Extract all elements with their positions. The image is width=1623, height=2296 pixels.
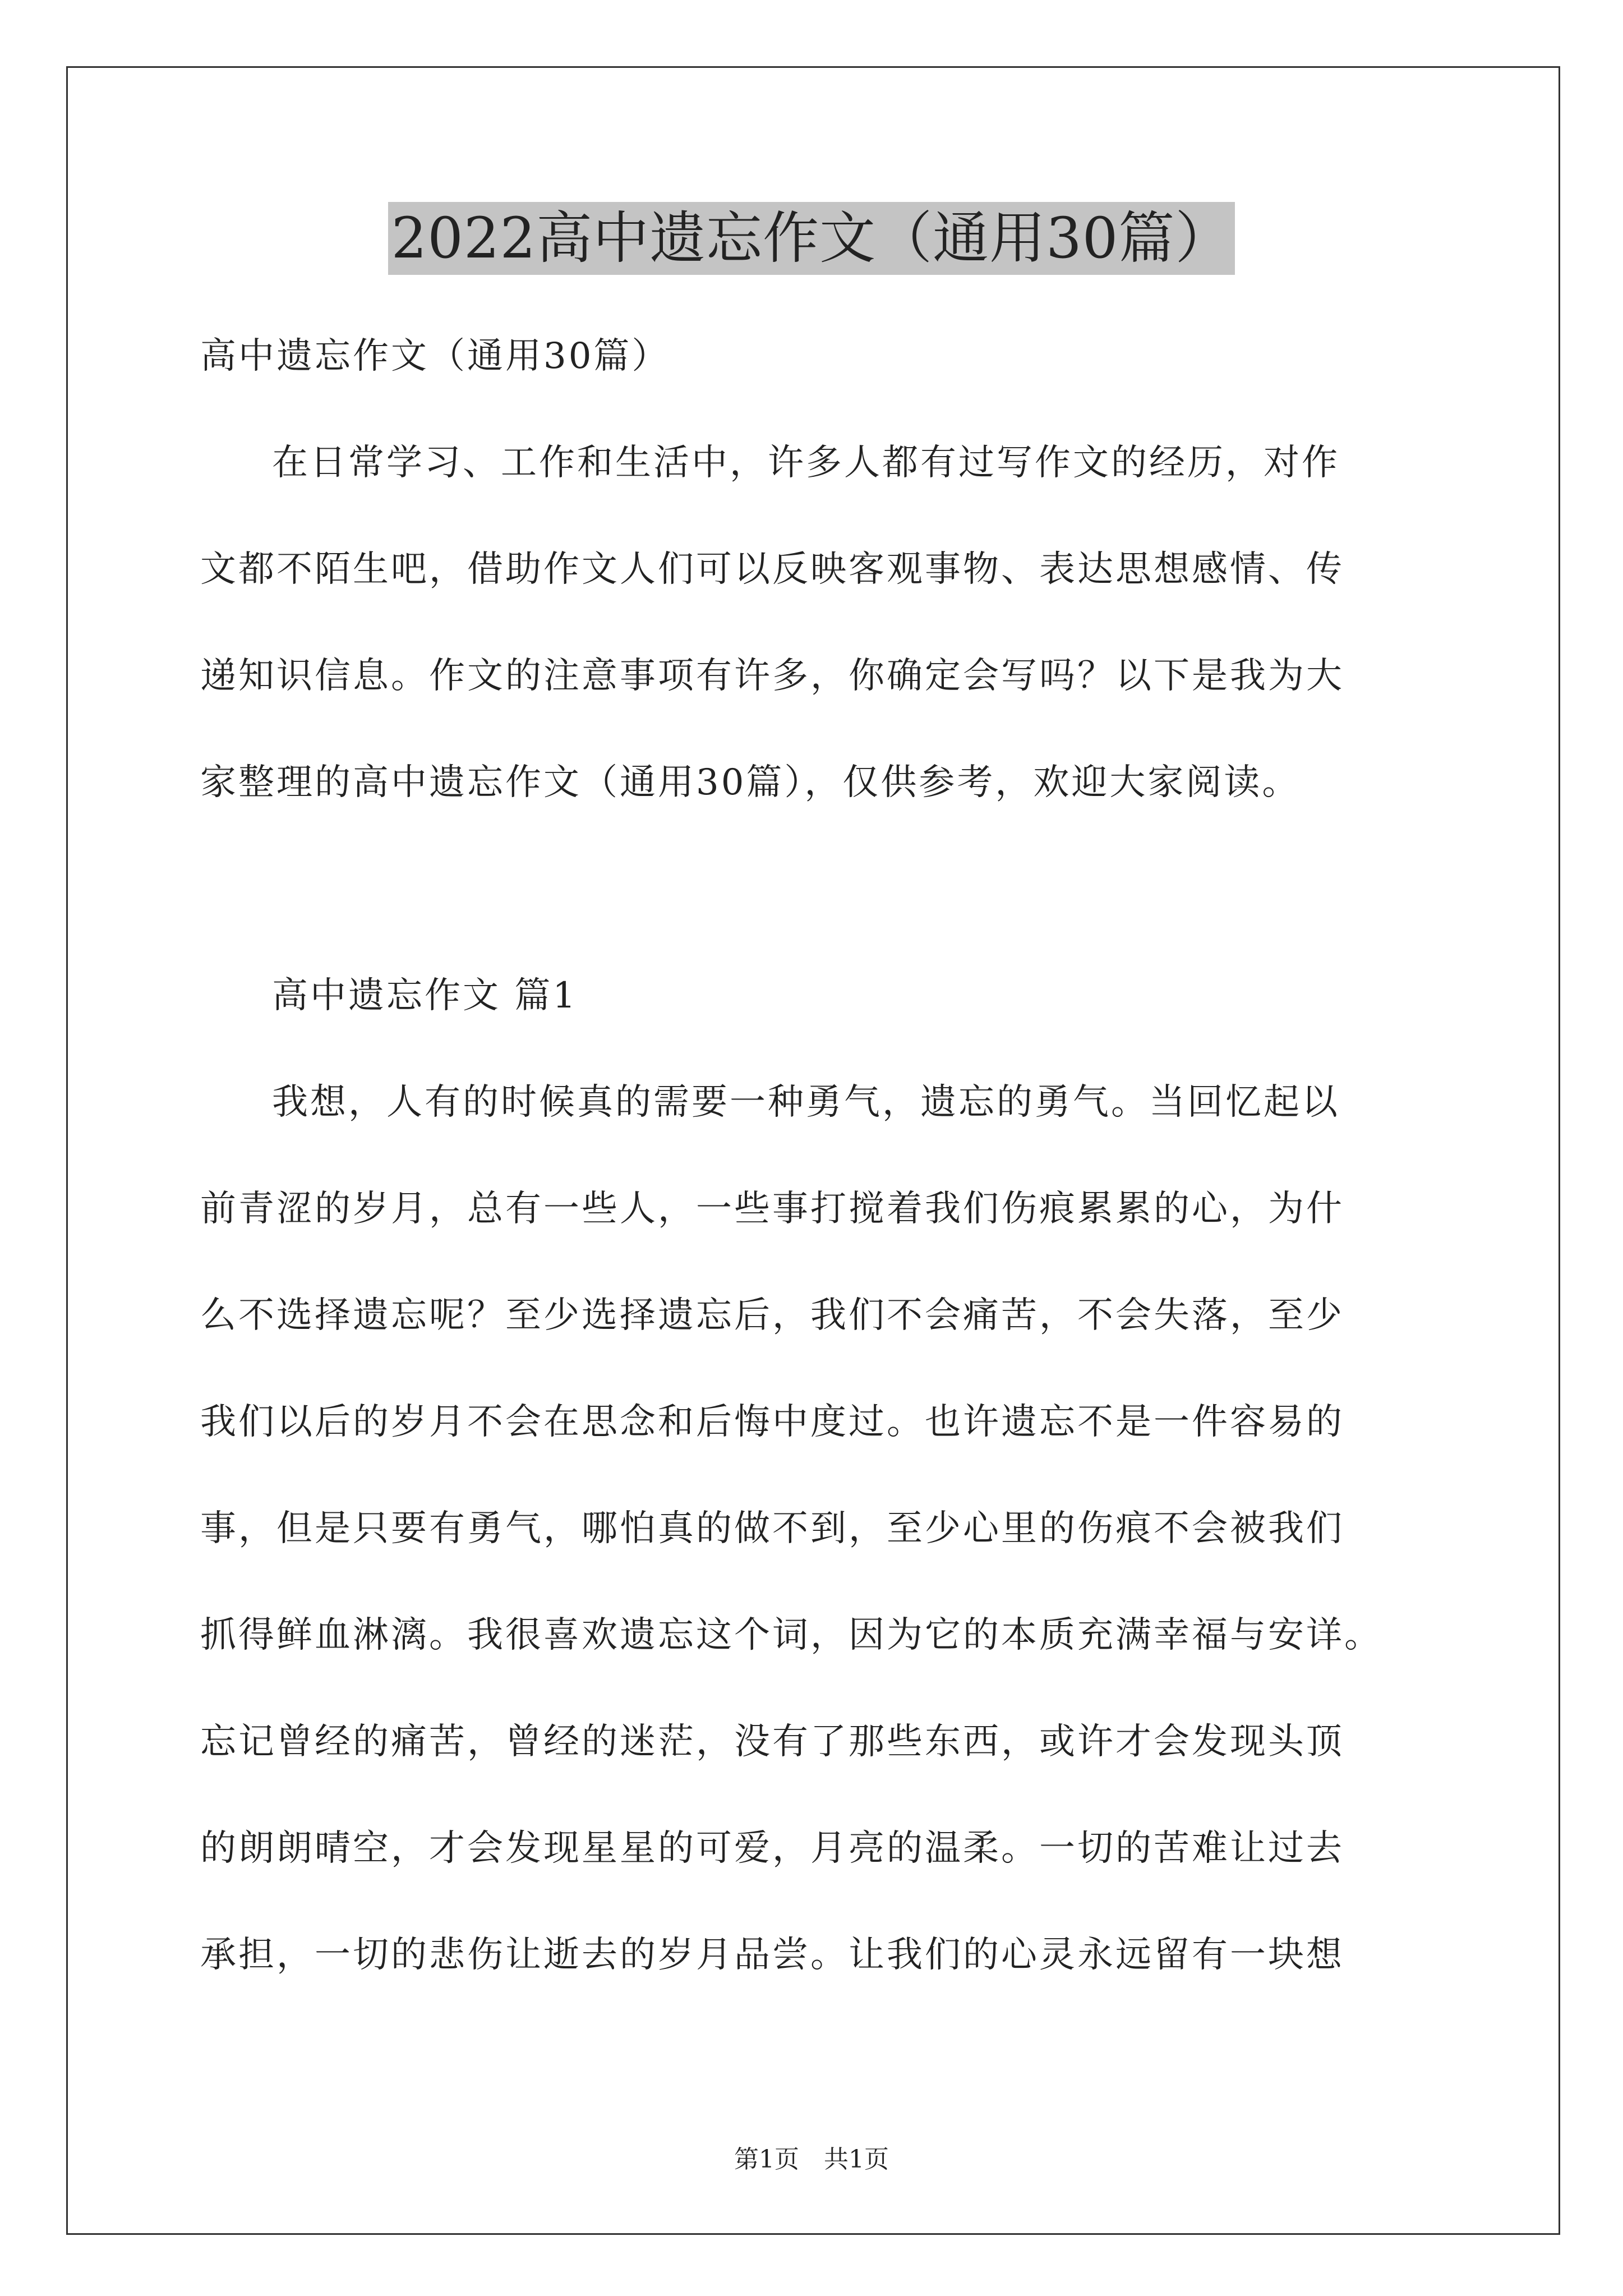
body-line: 忘记曾经的痛苦，曾经的迷茫，没有了那些东西，或许才会发现头顶: [200, 1721, 1344, 1763]
intro-line: 在日常学习、工作和生活中，许多人都有过写作文的经历，对作: [272, 442, 1340, 484]
subtitle: 高中遗忘作文（通用30篇）: [200, 335, 670, 377]
intro-line: 文都不陌生吧，借助作文人们可以反映客观事物、表达思想感情、传: [200, 549, 1344, 590]
body-paragraph: [200, 1049, 1434, 2008]
body-line: 前青涩的岁月，总有一些人，一些事打搅着我们伤痕累累的心，为什: [200, 1188, 1344, 1230]
body-line: 我们以后的岁月不会在思念和后悔中度过。也许遗忘不是一件容易的: [200, 1401, 1344, 1443]
intro-paragraph: [200, 409, 1434, 836]
body-line: 抓得鲜血淋漓。我很喜欢遗忘这个词，因为它的本质充满幸福与安详。: [200, 1614, 1382, 1656]
body-line: 承担，一切的悲伤让逝去的岁月品尝。让我们的心灵永远留有一块想: [200, 1934, 1344, 1976]
body-line: 事，但是只要有勇气，哪怕真的做不到，至少心里的伤痕不会被我们: [200, 1508, 1344, 1549]
paragraph-gap: [200, 836, 1434, 942]
section-heading: 高中遗忘作文 篇1: [272, 975, 578, 1016]
document-title: 2022高中遗忘作文（通用30篇）: [388, 202, 1235, 275]
body-line: 我想，人有的时候真的需要一种勇气，遗忘的勇气。当回忆起以: [272, 1082, 1340, 1123]
intro-line: 递知识信息。作文的注意事项有许多，你确定会写吗？以下是我为大: [200, 655, 1344, 697]
body-line: 的朗朗晴空，才会发现星星的可爱，月亮的温柔。一切的苦难让过去: [200, 1828, 1344, 1869]
body-line: 么不选择遗忘呢？至少选择遗忘后，我们不会痛苦，不会失落，至少: [200, 1295, 1344, 1336]
document-body: [200, 303, 1434, 2008]
intro-line: 家整理的高中遗忘作文（通用30篇），仅供参考，欢迎大家阅读。: [200, 762, 1301, 803]
title-container: [0, 202, 1623, 275]
page-footer: 第1页 共1页: [734, 2145, 889, 2174]
